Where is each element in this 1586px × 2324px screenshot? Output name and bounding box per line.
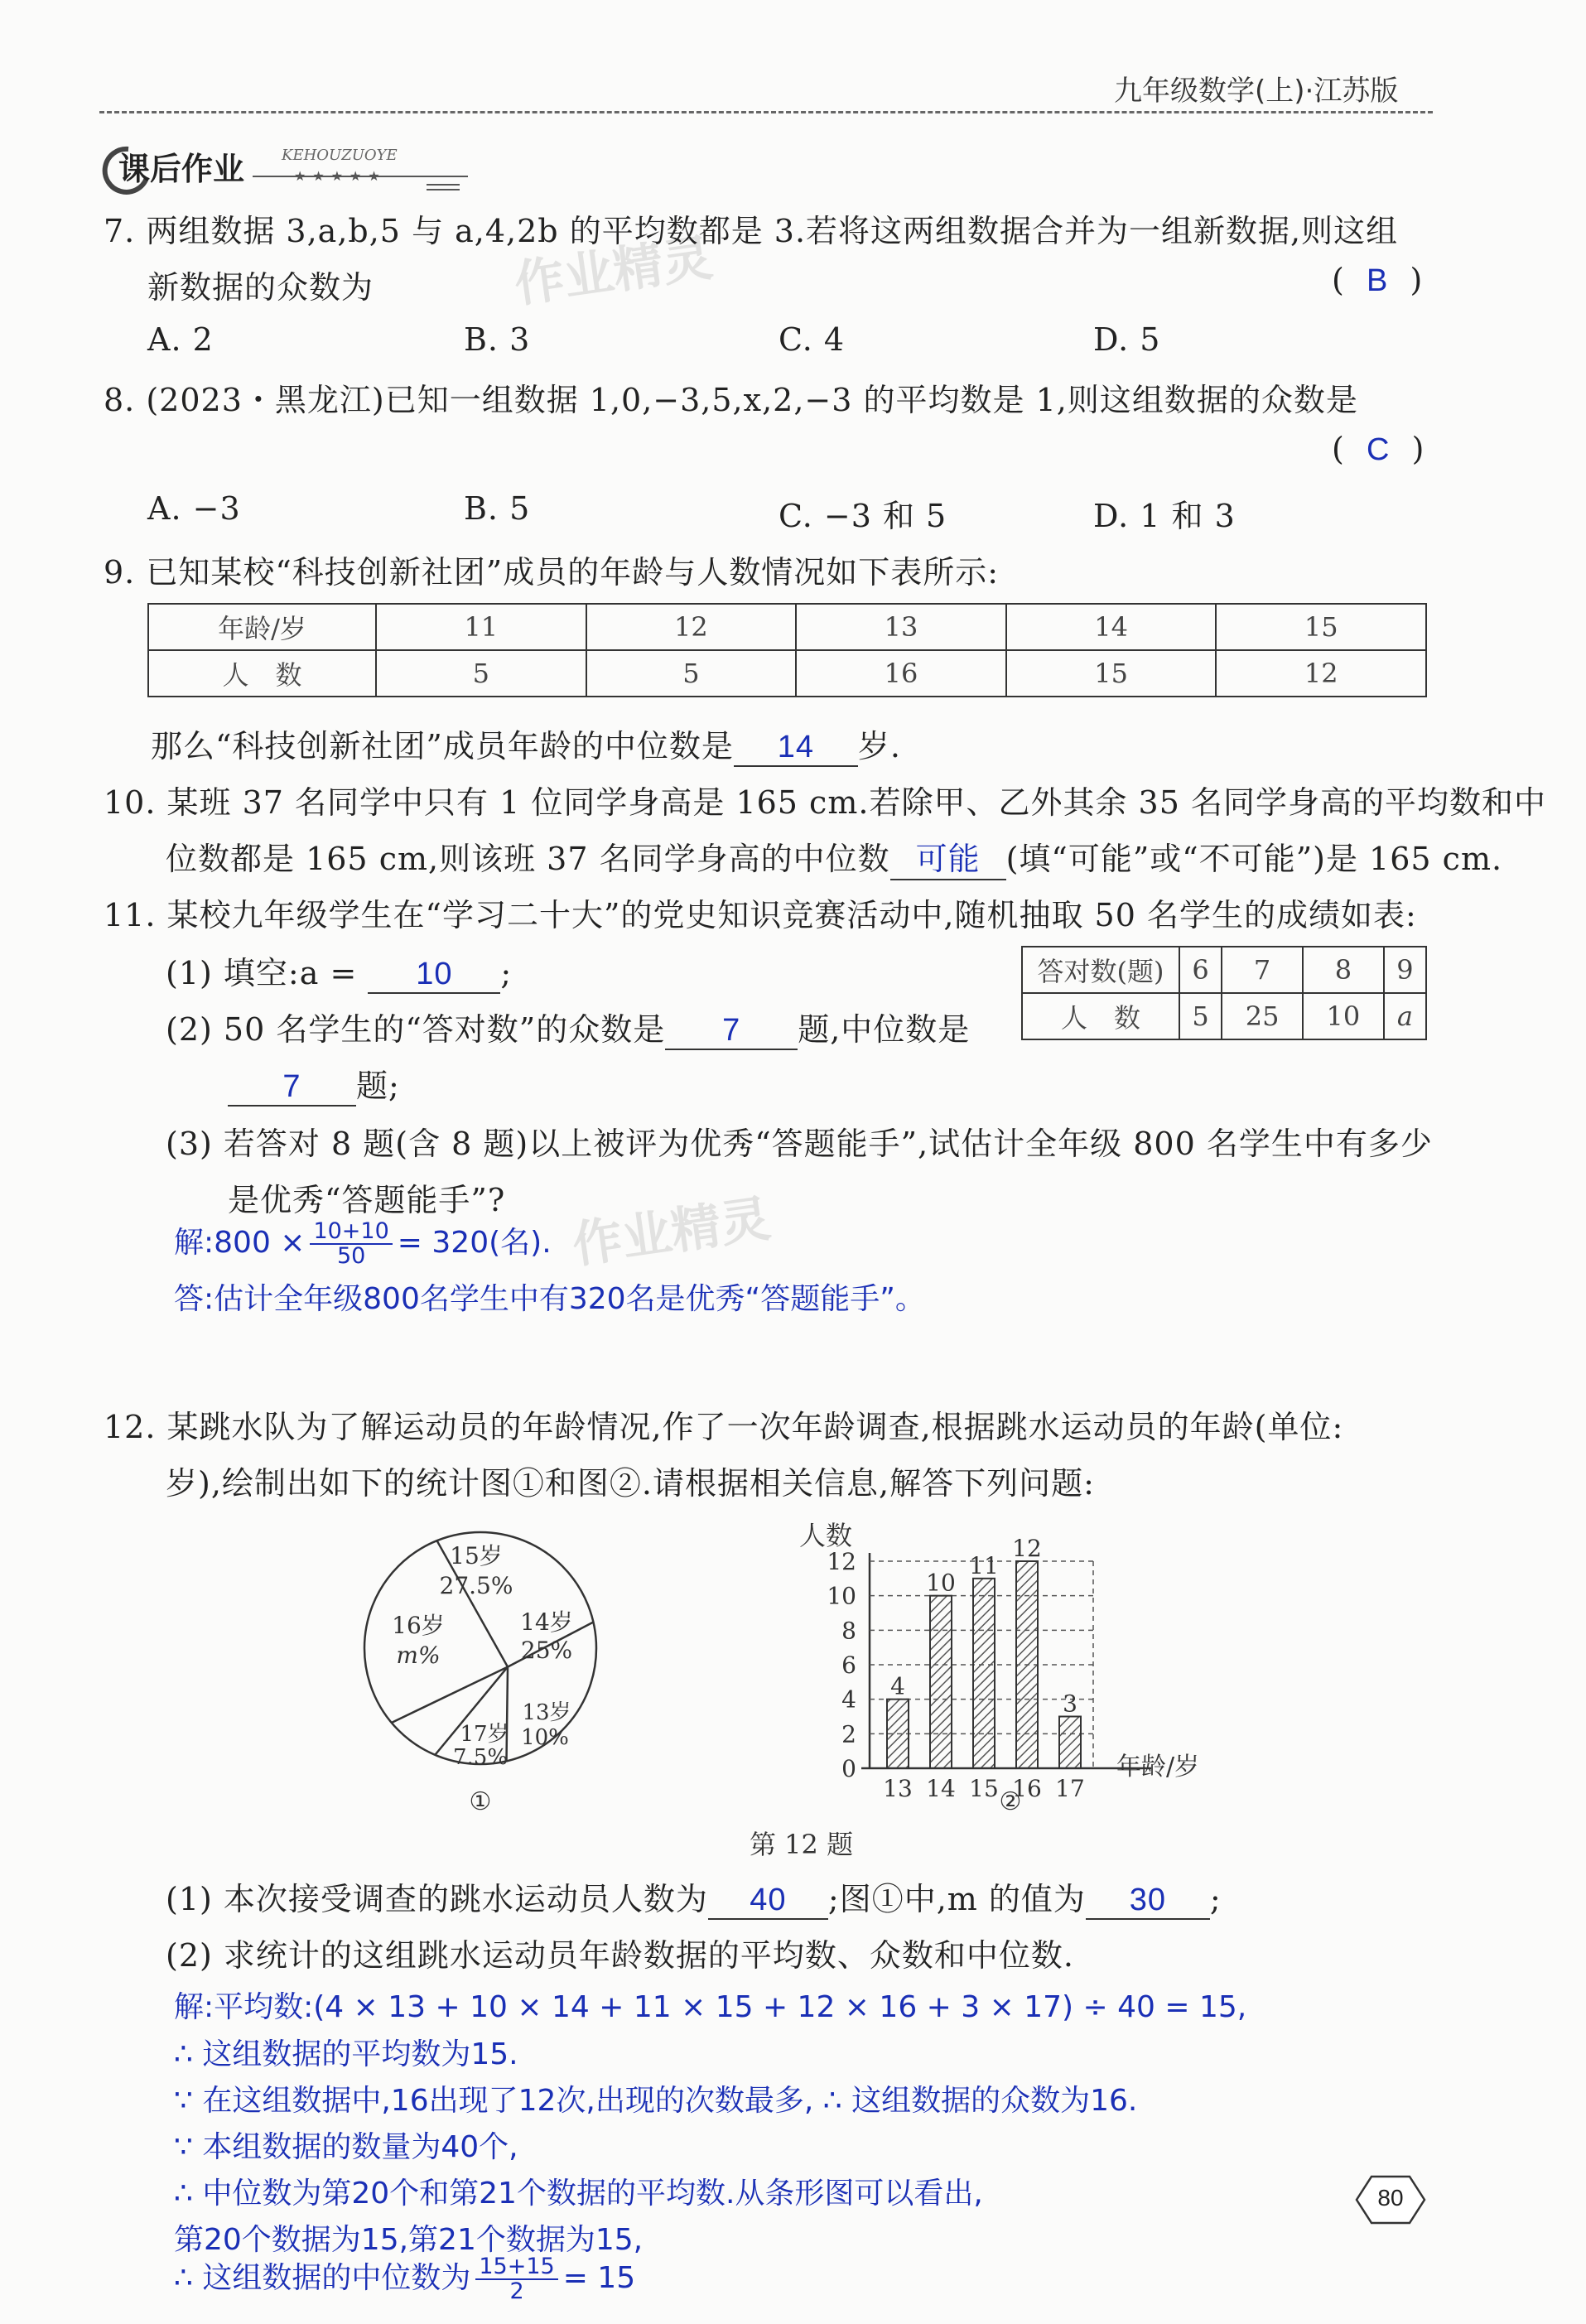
table-row	[148, 650, 1426, 697]
bar-data-label: 12	[1012, 1535, 1042, 1562]
bar-xtick-label: 14	[926, 1775, 956, 1802]
q8-option-d: D. 1 和 3	[1093, 498, 1236, 534]
q12-pie-chart	[356, 1524, 605, 1839]
q12-sol-line: ∴ 这组数据的平均数为15.	[174, 2037, 518, 2071]
table-header-cell: 人 数	[1022, 993, 1179, 1039]
bar	[1016, 1561, 1038, 1768]
q9-table	[147, 603, 1427, 697]
q12-p1-answer: 40	[708, 1883, 828, 1920]
bar-xlabel: 年龄/岁	[1116, 1753, 1200, 1782]
q10-line2	[166, 833, 1502, 880]
table-cell: 16	[796, 650, 1006, 697]
table-cell: 7	[1222, 947, 1303, 993]
q11-p2-mode-answer: 7	[665, 1013, 798, 1050]
q11-p1-answer: 10	[368, 957, 500, 994]
q9-after-text: 那么“科技创新社团”成员年龄的中位数是	[151, 728, 734, 764]
q11-p1-post: ;	[500, 955, 513, 991]
q9-unit: 岁.	[857, 728, 901, 764]
q11-solution-answer: 答:估计全年级800名学生中有320名是优秀“答题能手”。	[174, 1282, 925, 1316]
q10-answer: 可能	[890, 833, 1006, 880]
q10-line2-pre: 位数都是 165 cm,则该班 37 名同学身高的中位数	[166, 841, 890, 877]
q12-sol-fraction	[475, 2255, 557, 2304]
q11-solution	[174, 1219, 552, 1268]
bar-figure-label: ②	[999, 1787, 1022, 1816]
q9-after	[151, 721, 901, 767]
pie-label: 17岁	[460, 1722, 509, 1747]
fraction-denominator: 2	[509, 2278, 524, 2304]
q11-part1	[166, 947, 512, 994]
pie-value-label: 25%	[520, 1637, 573, 1664]
fraction-numerator: 10+10	[310, 1220, 392, 1245]
page-number-badge	[1355, 2174, 1426, 2225]
bar-xtick-label: 13	[883, 1775, 913, 1802]
table-cell: 5	[1179, 993, 1222, 1039]
bar-ytick-label: 8	[841, 1617, 856, 1645]
table-header-cell: 人 数	[148, 650, 376, 697]
table-cell: 8	[1303, 947, 1384, 993]
section-badge	[95, 128, 468, 195]
q11-sol-post: = 320(名).	[397, 1226, 552, 1260]
q8-option-c: C. −3 和 5	[779, 498, 947, 534]
q8-option-a: A. −3	[147, 490, 241, 527]
table-cell: 6	[1179, 947, 1222, 993]
q12-p1-answer2: 30	[1086, 1883, 1210, 1920]
pie-label: 14岁	[520, 1608, 573, 1636]
pie-figure-label: ①	[469, 1787, 492, 1816]
pie-label: 15岁	[450, 1542, 503, 1569]
table-header-cell: 答对数(题)	[1022, 947, 1179, 993]
bar	[1059, 1717, 1081, 1769]
pie-value-label: 7.5%	[452, 1745, 509, 1770]
bar-xtick-label: 15	[969, 1775, 999, 1802]
table-cell: 14	[1006, 604, 1217, 650]
q7-option-d: D. 5	[1093, 321, 1161, 358]
bar-ytick-label: 6	[841, 1651, 856, 1679]
q7-line2: 新数据的众数为	[147, 269, 374, 306]
bar-data-label: 4	[890, 1672, 905, 1700]
q10-line2-post: (填“可能”或“不可能”)是 165 cm.	[1005, 841, 1503, 877]
q7-answer-bracket: ( B )	[1332, 262, 1424, 298]
pie-value-label: m%	[396, 1642, 441, 1669]
pie-slice-boundary	[392, 1667, 508, 1723]
table-cell: 13	[796, 604, 1006, 650]
bar-xtick-label: 16	[1012, 1775, 1042, 1802]
table-cell: 10	[1303, 993, 1384, 1039]
bar-data-label: 11	[969, 1551, 999, 1579]
bar-ytick-label: 2	[841, 1720, 856, 1748]
q7-answer: B	[1366, 263, 1389, 298]
table-cell: 5	[586, 650, 797, 697]
table-header-cell: 年龄/岁	[148, 604, 376, 650]
q11-p2-median-answer: 7	[228, 1069, 356, 1107]
table-cell: 15	[1216, 604, 1426, 650]
q11-line1: 11. 某校九年级学生在“学习二十大”的党史知识竞赛活动中,随机抽取 50 名学生的成绩如表:	[104, 897, 1417, 933]
q11-p1-pre: (1) 填空:a =	[166, 955, 358, 991]
fraction-numerator: 15+15	[475, 2255, 557, 2280]
q8-option-b: B. 5	[464, 490, 531, 527]
q7-option-b: B. 3	[464, 321, 531, 358]
q11-p2-pre: (2) 50 名学生的“答对数”的众数是	[166, 1011, 666, 1048]
table-row	[148, 604, 1426, 650]
table-cell: 12	[586, 604, 797, 650]
q12-sol-line: ∵ 在这组数据中,16出现了12次,出现的次数最多, ∴ 这组数据的众数为16.	[174, 2084, 1138, 2118]
section-title: 课后作业	[118, 151, 245, 187]
q11-table	[1021, 946, 1427, 1040]
table-cell: 15	[1006, 650, 1217, 697]
table-cell: a	[1384, 993, 1426, 1039]
table-cell: 5	[376, 650, 586, 697]
bar	[973, 1579, 995, 1768]
q11-part3-line2: 是优秀“答题能手”?	[228, 1182, 506, 1218]
section-pinyin: KEHOUZUOYE	[282, 147, 398, 164]
q12-sol-last-post: = 15	[562, 2261, 636, 2295]
q12-bar-chart	[779, 1520, 1242, 1839]
pie-value-label: 10%	[521, 1725, 569, 1750]
q12-p1-mid: ;图①中,m 的值为	[827, 1881, 1086, 1917]
bar	[887, 1700, 909, 1768]
q11-p2-mid: 题,中位数是	[798, 1011, 971, 1048]
watermark: 作业精灵	[510, 229, 716, 315]
book-title: 九年级数学(上)·江苏版	[1114, 75, 1399, 108]
q12-line2: 岁),绘制出如下的统计图①和图②.请根据相关信息,解答下列问题:	[166, 1465, 1095, 1502]
q10-line1: 10. 某班 37 名同学中只有 1 位同学身高是 165 cm.若除甲、乙外其余 35 名同学身高的平均数和中	[104, 784, 1546, 821]
section-stars: ★★★★★	[294, 168, 387, 184]
q9-line1: 9. 已知某校“科技创新社团”成员的年龄与人数情况如下表所示:	[104, 554, 999, 591]
q7-option-c: C. 4	[779, 321, 846, 358]
q12-part1	[166, 1873, 1222, 1920]
q12-part2: (2) 求统计的这组跳水运动员年龄数据的平均数、众数和中位数.	[166, 1937, 1074, 1974]
bar-ylabel: 人数	[799, 1520, 853, 1551]
bar-ytick-label: 4	[841, 1685, 856, 1714]
bar-ytick-label: 0	[841, 1755, 856, 1782]
q7-line1: 7. 两组数据 3,a,b,5 与 a,4,2b 的平均数都是 3.若将这两组数据合并为一组新数据,则这组	[104, 213, 1399, 249]
header-rule	[99, 111, 1433, 113]
table-cell: 25	[1222, 993, 1303, 1039]
q12-sol-line: 解:平均数:(4 × 13 + 10 × 14 + 11 × 15 + 12 × 16 + 3 × 17) ÷ 40 = 15,	[174, 1990, 1247, 2024]
table-row	[1022, 993, 1426, 1039]
q8-line1: 8. (2023・黑龙江)已知一组数据 1,0,−3,5,x,2,−3 的平均数是 1,则这组数据的众数是	[104, 382, 1358, 418]
q8-answer: C	[1366, 432, 1391, 467]
bar-data-label: 10	[926, 1569, 956, 1597]
q12-sol-last-pre: ∴ 这组数据的中位数为	[174, 2261, 471, 2295]
q11-p2-post: 题;	[356, 1068, 400, 1104]
pie-value-label: 27.5%	[439, 1572, 513, 1599]
table-cell: 9	[1384, 947, 1426, 993]
q12-p1-post: ;	[1209, 1881, 1222, 1917]
q12-sol-last	[174, 2254, 635, 2303]
q12-sol-line: ∴ 中位数为第20个和第21个数据的平均数.从条形图可以看出,	[174, 2177, 983, 2211]
q11-part3-line1: (3) 若答对 8 题(含 8 题)以上被评为优秀“答题能手”,试估计全年级 800 名学生中有多少	[166, 1126, 1433, 1162]
q8-answer-bracket: ( C )	[1332, 431, 1425, 467]
fraction-denominator: 50	[336, 1243, 366, 1269]
watermark: 作业精灵	[568, 1189, 774, 1275]
q11-part2-line2	[228, 1060, 400, 1107]
bar-data-label: 3	[1063, 1690, 1077, 1718]
q11-part2	[166, 1004, 970, 1050]
page-number: 80	[1377, 2185, 1404, 2211]
q12-sol-line: ∵ 本组数据的数量为40个,	[174, 2130, 518, 2164]
table-row	[1022, 947, 1426, 993]
q11-sol-pre: 解:800 ×	[174, 1226, 306, 1260]
bar	[930, 1596, 952, 1768]
pie-label: 16岁	[392, 1612, 445, 1639]
q12-caption: 第 12 题	[750, 1829, 854, 1860]
bar-ytick-label: 12	[827, 1548, 856, 1575]
bar-ytick-label: 10	[827, 1582, 856, 1610]
q9-answer: 14	[734, 730, 858, 767]
q12-line1: 12. 某跳水队为了解运动员的年龄情况,作了一次年龄调查,根据跳水运动员的年龄(单位:	[104, 1409, 1344, 1445]
pie-label: 13岁	[522, 1700, 571, 1725]
q12-p1-pre: (1) 本次接受调查的跳水运动员人数为	[166, 1881, 708, 1917]
q11-sol-fraction	[310, 1217, 392, 1269]
bar-xtick-label: 17	[1055, 1775, 1085, 1802]
table-cell: 11	[376, 604, 586, 650]
table-cell: 12	[1216, 650, 1426, 697]
q7-option-a: A. 2	[147, 321, 214, 358]
q12-sol-line: 第20个数据为15,第21个数据为15,	[174, 2223, 644, 2257]
